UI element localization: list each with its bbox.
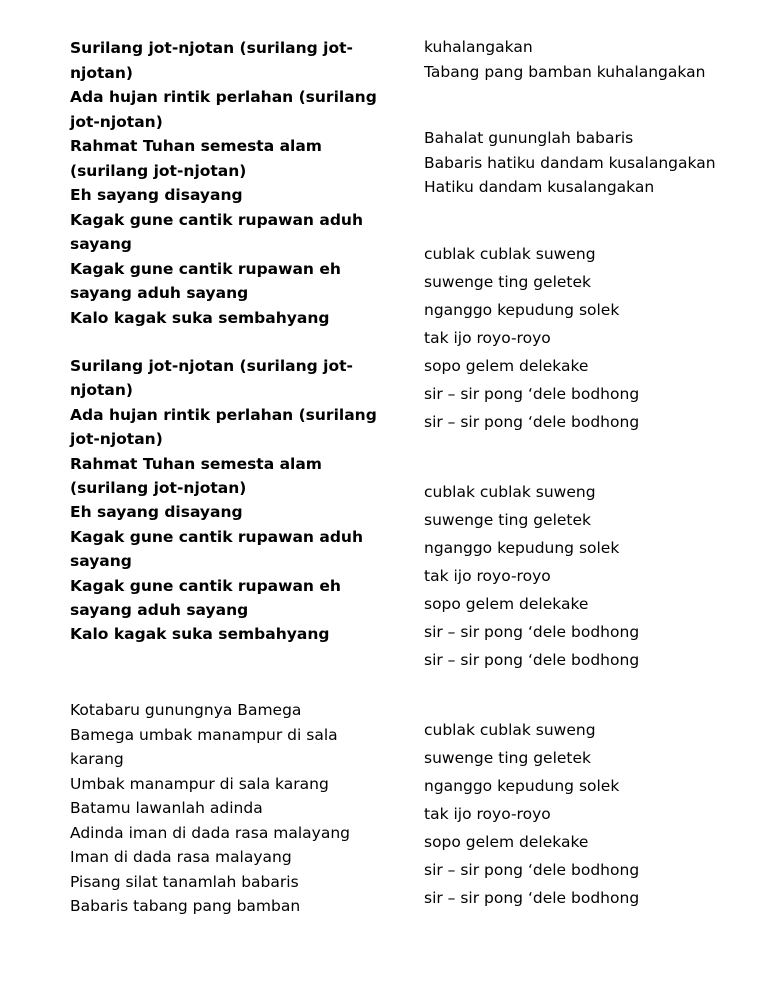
lyric-line: Ada hujan rintik perlahan (surilang <box>70 405 377 424</box>
lyric-line: sir – sir pong ‘dele bodhong <box>424 623 640 641</box>
lyric-line: sir – sir pong ‘dele bodhong <box>424 861 640 879</box>
lyric-line: Rahmat Tuhan semesta alam <box>70 137 322 155</box>
lyric-line: sayang <box>70 235 132 253</box>
lyric-line: nganggo kepudung solek <box>424 301 620 319</box>
lyric-line: sayang aduh sayang <box>70 601 249 619</box>
lyric-line: sayang <box>70 552 132 571</box>
lyric-line: cublak cublak suweng <box>424 721 596 739</box>
lyric-line: Surilang jot-njotan (surilang jot- <box>70 357 353 375</box>
lyric-line: Umbak manampur di sala karang <box>70 774 329 793</box>
lyric-line: kuhalangakan <box>424 38 533 56</box>
lyric-line: Kagak gune cantik rupawan aduh <box>70 210 363 229</box>
lyric-line: Rahmat Tuhan semesta alam <box>70 454 322 473</box>
lyric-line: karang <box>70 750 124 768</box>
lyric-line: Tabang pang bamban kuhalangakan <box>424 63 706 81</box>
lyric-line: jot-njotan) <box>70 112 163 131</box>
lyric-line: Kotabaru gunungnya Bamega <box>70 701 302 719</box>
lyric-line: njotan) <box>70 63 133 82</box>
lyric-line: tak ijo royo-royo <box>424 329 551 347</box>
lyric-line: sopo gelem delekake <box>424 357 589 375</box>
lyric-line: (surilang jot-njotan) <box>70 479 247 497</box>
lyric-line: njotan) <box>70 381 133 400</box>
lyric-line: Kalo kagak suka sembahyang <box>70 625 330 644</box>
lyric-line: sir – sir pong ‘dele bodhong <box>424 889 640 907</box>
lyric-line: nganggo kepudung solek <box>424 777 620 795</box>
lyric-line: (surilang jot-njotan) <box>70 161 247 180</box>
lyric-line: nganggo kepudung solek <box>424 539 620 557</box>
lyric-line: suwenge ting geletek <box>424 511 592 529</box>
lyric-line: sopo gelem delekake <box>424 833 589 851</box>
lyric-line: Babaris tabang pang bamban <box>70 897 301 915</box>
lyric-line: sir – sir pong ‘dele bodhong <box>424 413 640 431</box>
lyric-line: suwenge ting geletek <box>424 273 592 291</box>
lyric-line: Eh sayang disayang <box>70 186 243 204</box>
lyric-line: Batamu lawanlah adinda <box>70 799 263 817</box>
lyric-line: Kagak gune cantik rupawan aduh <box>70 527 363 546</box>
lyric-line: Surilang jot-njotan (surilang jot- <box>70 39 353 57</box>
lyric-line: sir – sir pong ‘dele bodhong <box>424 385 640 403</box>
lyric-line: tak ijo royo-royo <box>424 805 551 823</box>
lyric-line: Kalo kagak suka sembahyang <box>70 308 330 327</box>
lyric-line: tak ijo royo-royo <box>424 567 551 585</box>
lyric-line: Adinda iman di dada rasa malayang <box>70 823 350 842</box>
lyric-line: Bahalat gununglah babaris <box>424 129 634 147</box>
lyric-line: sopo gelem delekake <box>424 595 589 613</box>
lyric-line: sir – sir pong ‘dele bodhong <box>424 651 640 669</box>
lyric-line: suwenge ting geletek <box>424 749 592 767</box>
lyric-line: jot-njotan) <box>70 430 163 449</box>
lyric-line: Bamega umbak manampur di sala <box>70 725 338 744</box>
lyric-line: Babaris hatiku dandam kusalangakan <box>424 153 716 172</box>
lyric-line: cublak cublak suweng <box>424 245 596 263</box>
lyric-line: Kagak gune cantik rupawan eh <box>70 576 341 595</box>
lyric-line: Eh sayang disayang <box>70 503 243 522</box>
lyric-line: Ada hujan rintik perlahan (surilang <box>70 88 377 106</box>
lyric-line: Pisang silat tanamlah babaris <box>70 872 299 891</box>
lyric-line: Hatiku dandam kusalangakan <box>424 178 655 196</box>
lyric-line: cublak cublak suweng <box>424 483 596 501</box>
lyric-line: Iman di dada rasa malayang <box>70 848 292 866</box>
lyric-line: Kagak gune cantik rupawan eh <box>70 259 341 278</box>
lyric-line: sayang aduh sayang <box>70 284 249 302</box>
